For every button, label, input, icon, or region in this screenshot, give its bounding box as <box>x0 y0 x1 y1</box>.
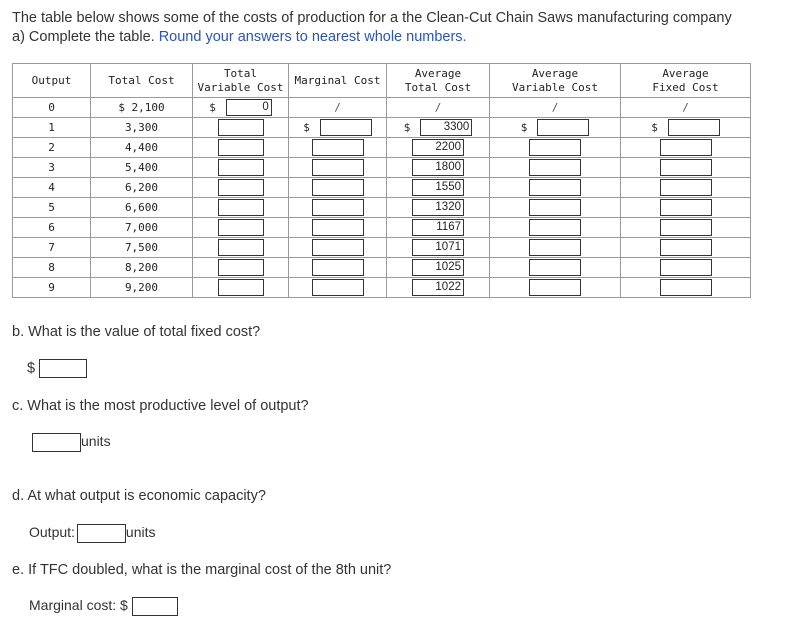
header-output: Output <box>13 64 91 98</box>
output-cell: 5 <box>13 198 91 218</box>
output-cell: 8 <box>13 258 91 278</box>
total-cost-cell: 4,400 <box>91 138 193 158</box>
output-label: Output: <box>29 524 75 541</box>
tvc-input[interactable] <box>218 219 264 236</box>
currency-sign: $ <box>303 121 310 134</box>
table-row-3 <box>13 158 751 178</box>
marginal-cost-input[interactable] <box>312 239 364 256</box>
header-total-cost: Total Cost <box>91 64 193 98</box>
tvc-input[interactable] <box>218 259 264 276</box>
atc-input[interactable]: 1022 <box>412 279 464 296</box>
table-row-5 <box>13 198 751 218</box>
atc-input[interactable]: 3300 <box>420 119 472 136</box>
table-row-7 <box>13 238 751 258</box>
marginal-cost-input[interactable] <box>312 139 364 156</box>
header-average-fixed-cost: Average Fixed Cost <box>621 64 751 98</box>
avc-input[interactable] <box>537 119 589 136</box>
header-total-variable-cost: Total Variable Cost <box>193 64 289 98</box>
answer-e-row <box>29 597 178 616</box>
currency-sign: $ <box>209 101 216 114</box>
output-cell: 0 <box>13 98 91 118</box>
atc-input[interactable]: 1800 <box>412 159 464 176</box>
intro <box>12 9 732 47</box>
question-e: e. If TFC doubled, what is the marginal cost of the 8th unit? <box>12 562 392 578</box>
table-row-4 <box>13 178 751 198</box>
total-cost-cell: 5,400 <box>91 158 193 178</box>
rounding-instruction: Round your answers to nearest whole numbers. <box>158 29 467 45</box>
atc-input[interactable]: 1550 <box>412 179 464 196</box>
currency-sign: $ <box>27 360 36 377</box>
tvc-input[interactable] <box>218 139 264 156</box>
atc-input[interactable]: 1167 <box>412 219 464 236</box>
output-cell: 4 <box>13 178 91 198</box>
afc-input[interactable] <box>660 239 712 256</box>
output-cell: 7 <box>13 238 91 258</box>
atc-input[interactable]: 2200 <box>412 139 464 156</box>
na-slash: / <box>334 101 341 114</box>
marginal-cost-label: Marginal cost: $ <box>29 597 128 614</box>
avc-input[interactable] <box>529 159 581 176</box>
total-cost-cell: 3,300 <box>91 118 193 138</box>
most-productive-output-input[interactable] <box>32 433 81 452</box>
na-slash: / <box>682 101 689 114</box>
table-row-2 <box>13 138 751 158</box>
avc-input[interactable] <box>529 179 581 196</box>
total-cost-cell: $ 2,100 <box>91 98 193 118</box>
afc-input[interactable] <box>660 259 712 276</box>
marginal-cost-input[interactable] <box>312 199 364 216</box>
answer-c-row <box>32 433 111 452</box>
marginal-cost-input[interactable] <box>312 279 364 296</box>
afc-input[interactable] <box>668 119 720 136</box>
marginal-cost-input[interactable] <box>320 119 372 136</box>
total-cost-cell: 8,200 <box>91 258 193 278</box>
afc-input[interactable] <box>660 199 712 216</box>
header-average-variable-cost: Average Variable Cost <box>490 64 621 98</box>
avc-input[interactable] <box>529 259 581 276</box>
output-cell: 3 <box>13 158 91 178</box>
question-c: c. What is the most productive level of output? <box>12 398 309 414</box>
table-row-8 <box>13 258 751 278</box>
atc-input[interactable]: 1025 <box>412 259 464 276</box>
intro-line-1: The table below shows some of the costs of production for a the Clean-Cut Chain Saws manufacturing company <box>12 10 732 26</box>
cost-table <box>12 63 751 298</box>
total-cost-cell: 6,600 <box>91 198 193 218</box>
na-slash: / <box>434 101 442 114</box>
tvc-input[interactable] <box>218 179 264 196</box>
currency-sign: $ <box>651 121 658 134</box>
tvc-input[interactable] <box>218 119 264 136</box>
tvc-input[interactable] <box>218 239 264 256</box>
tvc-input[interactable] <box>218 199 264 216</box>
avc-input[interactable] <box>529 219 581 236</box>
marginal-cost-input[interactable] <box>312 259 364 276</box>
table-header-row <box>13 64 751 98</box>
table-row-9 <box>13 278 751 298</box>
atc-input[interactable]: 1071 <box>412 239 464 256</box>
intro-part-a: a) Complete the table. <box>12 29 159 45</box>
question-b: b. What is the value of total fixed cost? <box>12 324 261 340</box>
table-row-1 <box>13 118 751 138</box>
table-row-0 <box>13 98 751 118</box>
output-cell: 6 <box>13 218 91 238</box>
marginal-cost-8th-unit-input[interactable] <box>132 597 178 616</box>
output-cell: 2 <box>13 138 91 158</box>
total-cost-cell: 7,000 <box>91 218 193 238</box>
units-label: units <box>125 524 156 541</box>
afc-input[interactable] <box>660 179 712 196</box>
afc-input[interactable] <box>660 279 712 296</box>
afc-input[interactable] <box>660 219 712 236</box>
question-d: d. At what output is economic capacity? <box>12 488 266 504</box>
na-slash: / <box>551 101 559 114</box>
avc-input[interactable] <box>529 199 581 216</box>
marginal-cost-input[interactable] <box>312 159 364 176</box>
marginal-cost-input[interactable] <box>312 219 364 236</box>
total-fixed-cost-input[interactable] <box>39 359 87 378</box>
table-row-6 <box>13 218 751 238</box>
avc-input[interactable] <box>529 279 581 296</box>
output-cell: 1 <box>13 118 91 138</box>
economic-capacity-output-input[interactable] <box>77 524 126 543</box>
intro-line-2 <box>12 28 732 47</box>
answer-b-row <box>27 359 87 378</box>
avc-input[interactable] <box>529 239 581 256</box>
afc-input[interactable] <box>660 139 712 156</box>
tvc-input[interactable] <box>218 279 264 296</box>
answer-d-row <box>29 524 156 543</box>
currency-sign: $ <box>520 121 528 134</box>
atc-input[interactable]: 1320 <box>412 199 464 216</box>
total-cost-cell: 7,500 <box>91 238 193 258</box>
total-cost-cell: 9,200 <box>91 278 193 298</box>
total-cost-cell: 6,200 <box>91 178 193 198</box>
tvc-input[interactable] <box>218 159 264 176</box>
tvc-input[interactable]: 0 <box>226 99 272 116</box>
currency-sign: $ <box>403 121 411 134</box>
header-average-total-cost: Average Total Cost <box>387 64 490 98</box>
marginal-cost-input[interactable] <box>312 179 364 196</box>
units-label: units <box>81 433 111 450</box>
afc-input[interactable] <box>660 159 712 176</box>
header-marginal-cost: Marginal Cost <box>289 64 387 98</box>
avc-input[interactable] <box>529 139 581 156</box>
output-cell: 9 <box>13 278 91 298</box>
